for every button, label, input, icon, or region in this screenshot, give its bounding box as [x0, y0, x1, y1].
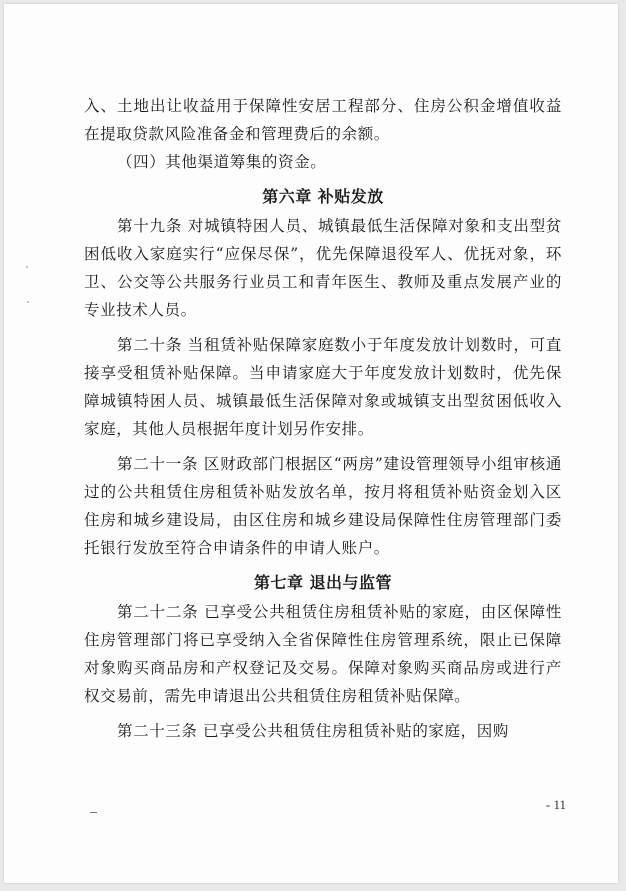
article-22: 第二十二条 已享受公共租赁住房租赁补贴的家庭，由区保障性住房管理部门将已享受纳入全省保障性住房管理系统，限止已保障对象购买商品房和产权登记及交易。保障对象购买商品房或进行产权交易前，需先申请退出公共租赁住房租赁补贴保障。: [84, 603, 562, 705]
page-number: - 11: [545, 797, 566, 812]
chapter-six-title: 第六章 补贴发放: [262, 187, 384, 206]
article-19: 第十九条 对城镇特困人员、城镇最低生活保障对象和支出型贫困低收入家庭实行“应保尽保”，优先保障退役军人、优抚对象，环卫、公交等公共服务行业员工和青年医生、教师及重点发展产业的专业技术人员。: [84, 217, 562, 319]
article-23: 第二十三条 已享受公共租赁住房租赁补贴的家庭，因购: [117, 722, 509, 740]
article-21: 第二十一条 区财政部门根据区“两房”建设管理领导小组审核通过的公共租赁住房租赁补贴发放名单，按月将租赁补贴资金划入区住房和城乡建设局，由区住房和城乡建设局保障性住房管理部门委托银行发放至符合申请条件的申请人账户。: [84, 455, 562, 557]
page-body: [84, 92, 562, 745]
paragraph-continuation: 入、土地出让收益用于保障性安居工程部分、住房公积金增值收益在提取贷款风险准备金和管理费后的余额。: [84, 97, 562, 143]
article-20: 第二十条 当租赁补贴保障家庭数小于年度发放计划数时，可直接享受租赁补贴保障。当申请家庭大于年度发放计划数时，优先保障城镇特困人员、城镇最低生活保障对象或城镇支出型贫困低收入家庭，其他人员根据年度计划另作安排。: [84, 336, 562, 438]
scan-speck: [26, 266, 28, 268]
document-page: [4, 4, 618, 883]
chapter-seven-title: 第七章 退出与监管: [253, 573, 393, 592]
scan-speck: [27, 301, 29, 303]
paragraph-other-funds: （四）其他渠道筹集的资金。: [117, 153, 327, 171]
scan-mark: [90, 812, 97, 813]
